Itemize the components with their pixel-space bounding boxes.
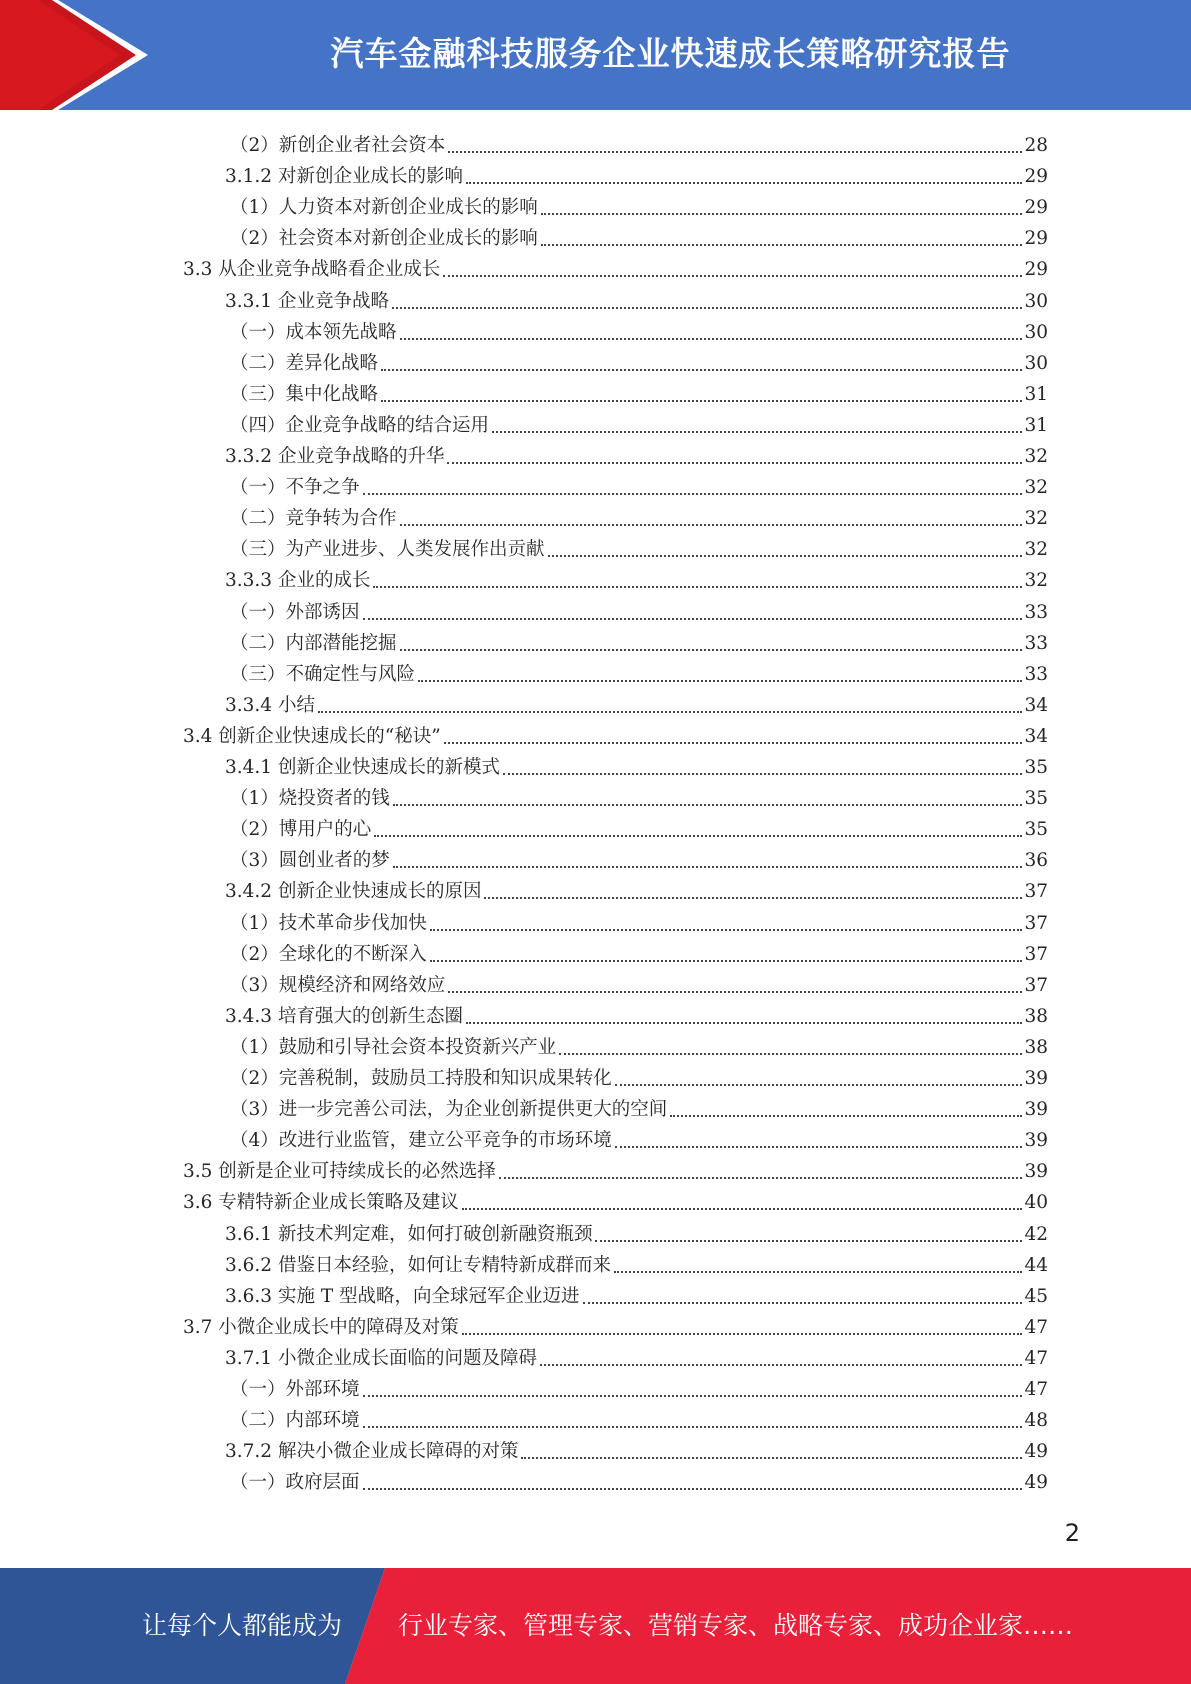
toc-dot-leader [373,585,1022,588]
toc-entry[interactable] [225,749,1048,780]
toc-dot-leader [318,710,1022,713]
toc-entry-page: 39 [1024,1099,1048,1121]
toc-dot-leader [443,274,1022,277]
footer-banner [0,1568,1191,1684]
toc-entry-page: 40 [1024,1192,1048,1214]
toc-dot-leader [447,461,1022,464]
toc-dot-leader [521,1456,1022,1459]
toc-entry-page: 28 [1024,135,1048,156]
toc-entry[interactable] [183,1184,1048,1215]
toc-entry[interactable] [230,469,1048,500]
toc-entry[interactable] [225,998,1048,1029]
toc-entry-label: 3.6.2 借鉴日本经验，如何让专精特新成群而来 [225,1254,611,1276]
toc-entry-label: （1）烧投资者的钱 [230,788,390,810]
toc-dot-leader [670,1114,1022,1117]
toc-entry-page: 47 [1024,1379,1048,1400]
toc-dot-leader [484,896,1022,899]
toc-dot-leader [583,1301,1022,1304]
toc-entry-label: 3.4.1 创新企业快速成长的新模式 [225,757,500,778]
toc-entry[interactable] [230,345,1048,376]
toc-entry-label: （1）人力资本对新创企业成长的影响 [230,197,538,219]
toc-entry[interactable] [230,1402,1048,1433]
toc-entry-page: 29 [1024,228,1048,250]
toc-entry[interactable] [230,594,1048,625]
toc-entry-label: 3.6 专精特新企业成长策略及建议 [183,1192,459,1214]
toc-entry-page: 30 [1024,321,1048,343]
toc-dot-leader [541,212,1022,215]
toc-entry-page: 29 [1024,197,1048,219]
toc-entry-label: （四）企业竞争战略的结合运用 [230,414,490,436]
toc-entry[interactable] [230,314,1048,345]
toc-entry-page: 32 [1024,446,1048,467]
toc-entry-page: 36 [1024,850,1048,872]
toc-entry[interactable] [230,1029,1048,1060]
toc-entry[interactable] [230,811,1048,842]
toc-entry-label: （三）集中化战略 [230,383,379,405]
toc-entry[interactable] [225,1278,1048,1309]
toc-dot-leader [381,368,1022,371]
toc-entry-page: 32 [1024,539,1048,561]
toc-entry-label: （2）新创企业者社会资本 [230,135,446,156]
toc-entry-label: （一）不争之争 [230,477,360,499]
toc-entry[interactable] [230,1464,1048,1495]
toc-entry-label: 3.7.1 小微企业成长面临的问题及障碍 [225,1347,537,1369]
toc-entry-label: （三）为产业进步、人类发展作出贡献 [230,539,545,561]
toc-entry[interactable] [230,376,1048,407]
toc-entry-label: 3.3.1 企业竞争战略 [225,290,389,312]
toc-dot-leader [448,150,1022,153]
toc-entry-page: 39 [1024,1068,1048,1089]
toc-entry-label: 3.3.4 小结 [225,694,315,716]
toc-entry[interactable] [230,1122,1048,1153]
toc-entry[interactable] [230,967,1048,998]
toc-entry-page: 44 [1024,1254,1048,1276]
toc-dot-leader [595,1239,1022,1242]
toc-entry-page: 47 [1024,1347,1048,1369]
toc-entry-label: （一）外部环境 [230,1379,360,1400]
toc-entry-label: 3.6.1 新技术判定难，如何打破创新融资瓶颈 [225,1223,593,1245]
toc-entry[interactable] [230,780,1048,811]
toc-entry-label: 3.5 创新是企业可持续成长的必然选择 [183,1161,496,1183]
toc-dot-leader [444,741,1022,744]
toc-entry-page: 48 [1024,1410,1048,1432]
toc-entry-label: 3.3.3 企业的成长 [225,570,371,592]
toc-dot-leader [540,1363,1022,1366]
toc-entry[interactable] [230,407,1048,438]
toc-entry-page: 31 [1024,414,1048,436]
toc-dot-leader [548,554,1022,557]
toc-entry-page: 33 [1024,601,1048,623]
toc-entry[interactable] [230,1091,1048,1122]
toc-entry[interactable] [225,1433,1048,1464]
toc-entry[interactable] [230,625,1048,656]
toc-dot-leader [462,1207,1022,1210]
toc-entry-label: （4）改进行业监管，建立公平竞争的市场环境 [230,1130,612,1152]
toc-entry[interactable] [183,718,1048,749]
toc-entry[interactable] [225,158,1048,189]
header-banner [0,0,1191,110]
toc-entry-page: 39 [1024,1130,1048,1152]
toc-dot-leader [503,772,1022,775]
toc-dot-leader [400,648,1022,651]
toc-dot-leader [448,990,1022,993]
toc-entry-page: 49 [1024,1472,1048,1494]
toc-entry[interactable] [225,873,1048,904]
toc-entry-label: （3）进一步完善公司法，为企业创新提供更大的空间 [230,1099,668,1121]
toc-entry-page: 33 [1024,632,1048,654]
toc-entry-label: 3.3 从企业竞争战略看企业成长 [183,259,441,281]
toc-entry-page: 37 [1024,974,1048,996]
toc-entry-label: （1）技术革命步伐加快 [230,912,427,934]
toc-dot-leader [363,1425,1022,1428]
toc-entry-label: （三）不确定性与风险 [230,663,416,685]
footer-slogan-right: 行业专家、管理专家、营销专家、战略专家、成功企业家…… [398,1611,1074,1640]
toc-entry-label: 3.7.2 解决小微企业成长障碍的对策 [225,1441,519,1463]
toc-dot-leader [492,430,1022,433]
toc-entry-label: （二）内部环境 [230,1410,360,1432]
toc-entry-page: 47 [1024,1316,1048,1338]
toc-entry-page: 49 [1024,1441,1048,1463]
toc-dot-leader [393,865,1022,868]
toc-dot-leader [462,1332,1022,1335]
toc-entry-label: 3.3.2 企业竞争战略的升华 [225,446,445,467]
toc-entry-page: 42 [1024,1223,1048,1245]
toc-entry[interactable] [183,1153,1048,1184]
toc-entry-label: （3）圆创业者的梦 [230,850,390,872]
toc-dot-leader [392,306,1022,309]
toc-entry-label: 3.7 小微企业成长中的障碍及对策 [183,1316,459,1338]
toc-entry-label: （一）成本领先战略 [230,321,397,343]
toc-entry-page: 37 [1024,943,1048,965]
toc-dot-leader [430,928,1022,931]
toc-entry-page: 37 [1024,912,1048,934]
toc-dot-leader [418,679,1022,682]
toc-entry-page: 32 [1024,477,1048,499]
toc-dot-leader [614,1270,1022,1273]
toc-entry-label: （2）完善税制，鼓励员工持股和知识成果转化 [230,1068,612,1089]
footer-slogan-left: 让每个人都能成为 [142,1611,343,1640]
toc-entry-label: （2）全球化的不断深入 [230,943,427,965]
toc-entry[interactable] [225,1216,1048,1247]
toc-entry[interactable] [230,842,1048,873]
toc-entry-label: （2）社会资本对新创企业成长的影响 [230,228,538,250]
toc-entry-page: 33 [1024,663,1048,685]
toc-entry[interactable] [230,127,1048,158]
toc-entry[interactable] [183,1309,1048,1340]
toc-entry-page: 32 [1024,508,1048,530]
red-arrow-decoration [0,0,160,110]
toc-entry[interactable] [230,500,1048,531]
toc-dot-leader [400,337,1022,340]
toc-entry-label: 3.4.2 创新企业快速成长的原因 [225,881,482,903]
toc-dot-leader [374,834,1022,837]
toc-entry-label: （二）竞争转为合作 [230,508,397,530]
toc-dot-leader [363,492,1022,495]
toc-entry-page: 35 [1024,757,1048,778]
toc-dot-leader [363,617,1022,620]
toc-entry-label: （1）鼓励和引导社会资本投资新兴产业 [230,1036,557,1058]
toc-entry-label: （一）外部诱因 [230,601,360,623]
toc-entry-label: （一）政府层面 [230,1472,360,1494]
toc-entry-page: 30 [1024,352,1048,374]
toc-dot-leader [615,1145,1022,1148]
toc-entry[interactable] [225,562,1048,593]
toc-dot-leader [430,959,1022,962]
toc-entry[interactable] [225,438,1048,469]
page-number: 2 [1064,1519,1080,1547]
toc-entry-page: 38 [1024,1005,1048,1027]
toc-dot-leader [559,1052,1022,1055]
toc-dot-leader [381,399,1022,402]
toc-dot-leader [400,523,1022,526]
toc-entry-label: （2）博用户的心 [230,819,372,841]
toc-entry-label: 3.1.2 对新创企业成长的影响 [225,166,463,188]
toc-entry[interactable] [183,251,1048,282]
toc-entry[interactable] [225,283,1048,314]
toc-entry[interactable] [230,656,1048,687]
toc-entry-label: 3.6.3 实施 T 型战略，向全球冠军企业迈进 [225,1285,580,1307]
toc-dot-leader [363,1394,1022,1397]
toc-entry-label: 3.4.3 培育强大的创新生态圈 [225,1005,463,1027]
toc-entry-label: （二）内部潜能挖掘 [230,632,397,654]
toc-entry-label: （3）规模经济和网络效应 [230,974,446,996]
toc-entry-page: 37 [1024,881,1048,903]
toc-entry[interactable] [225,687,1048,718]
toc-entry[interactable] [230,1371,1048,1402]
toc-dot-leader [466,1021,1022,1024]
toc-entry-page: 29 [1024,166,1048,188]
toc-dot-leader [541,243,1022,246]
toc-entry-label: 3.4 创新企业快速成长的“秘诀” [183,725,441,747]
toc-entry[interactable] [230,905,1048,936]
toc-entry-page: 34 [1024,725,1048,747]
toc-entry[interactable] [230,189,1048,220]
toc-dot-leader [466,181,1022,184]
toc-dot-leader [393,803,1022,806]
toc-entry-page: 35 [1024,819,1048,841]
toc-dot-leader [499,1176,1022,1179]
toc-entry-page: 30 [1024,290,1048,312]
toc-entry[interactable] [230,220,1048,251]
toc-dot-leader [615,1083,1022,1086]
toc-entry[interactable] [230,936,1048,967]
page-title: 汽车金融科技服务企业快速成长策略研究报告 [330,34,1011,73]
toc-entry[interactable] [230,531,1048,562]
toc-entry-page: 32 [1024,570,1048,592]
toc-entry-page: 29 [1024,259,1048,281]
toc-dot-leader [363,1487,1022,1490]
toc-entry[interactable] [225,1247,1048,1278]
toc-entry-page: 39 [1024,1161,1048,1183]
toc-entry-page: 34 [1024,694,1048,716]
toc-entry[interactable] [225,1340,1048,1371]
toc-entry[interactable] [230,1060,1048,1091]
toc-entry-page: 38 [1024,1036,1048,1058]
toc-entry-page: 35 [1024,788,1048,810]
toc-entry-label: （二）差异化战略 [230,352,379,374]
toc-entry-page: 45 [1024,1285,1048,1307]
toc-entry-page: 31 [1024,383,1048,405]
